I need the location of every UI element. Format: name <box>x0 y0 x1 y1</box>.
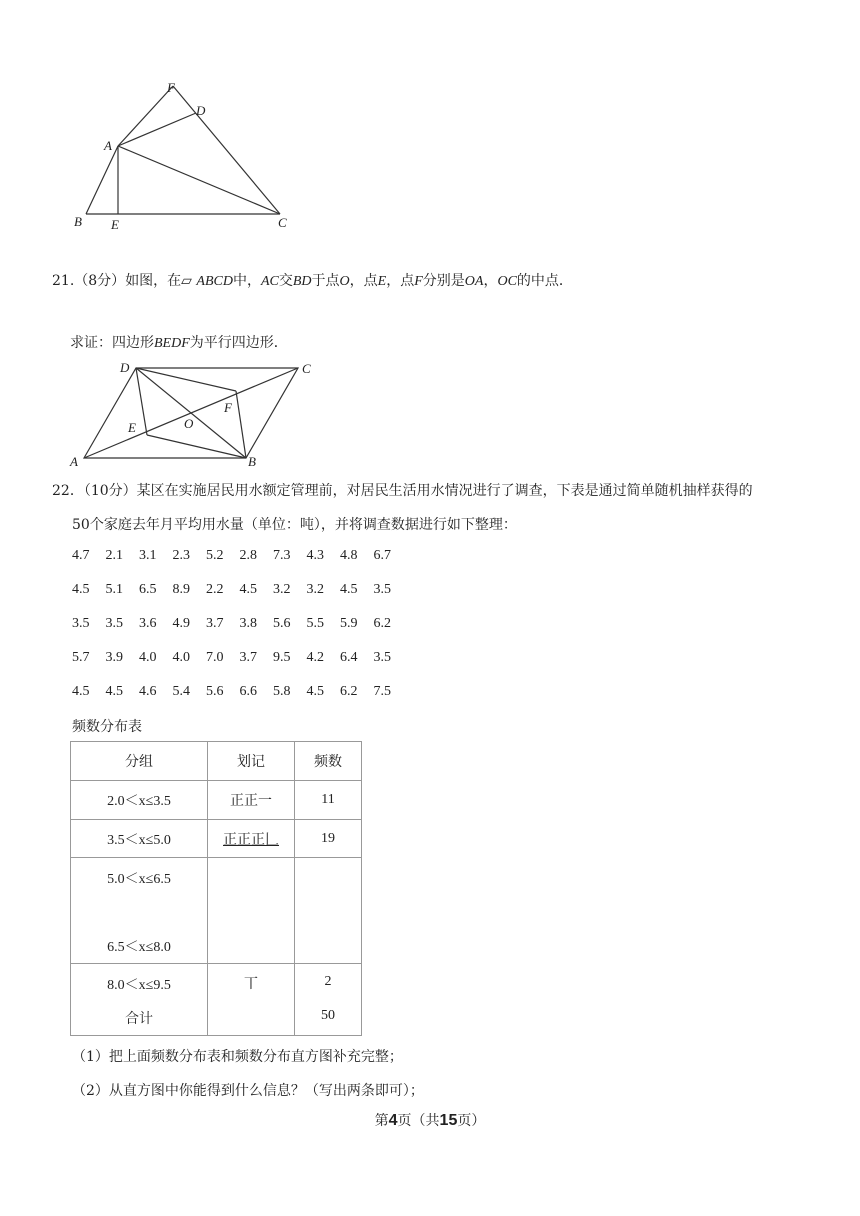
table-row: 8.0＜x≤9.5 合计 丅 2 50 <box>71 964 362 1036</box>
data-row: 3.5 3.5 3.6 4.9 3.7 3.8 5.6 5.5 5.9 6.2 <box>72 616 391 631</box>
total-label: 合计 <box>125 1012 153 1027</box>
group-8-9.5: 8.0＜x≤9.5 <box>107 978 171 993</box>
label-D: D <box>196 103 206 118</box>
data-row: 4.5 4.5 4.6 5.4 5.6 6.6 5.8 4.5 6.2 7.5 <box>72 684 391 699</box>
frequency-table <box>70 741 362 1036</box>
label-C: C <box>302 361 311 376</box>
label-F: F <box>224 400 232 415</box>
q21-prove: 求证：四边形BEDF为平行四边形． <box>70 335 288 351</box>
page-footer: 第4页（共15页） <box>374 1112 486 1129</box>
header-count: 频数 <box>295 742 362 781</box>
label-A: A <box>70 454 78 469</box>
label-B: B <box>248 454 256 469</box>
q22-sub1: （1）把上面频数分布表和频数分布直方图补充完整； <box>72 1049 403 1065</box>
label-E: E <box>128 420 136 435</box>
q22-sub2: （2）从直方图中你能得到什么信息？（写出两条即可）； <box>72 1083 424 1099</box>
data-row: 5.7 3.9 4.0 4.0 7.0 3.7 9.5 4.2 6.4 3.5 <box>72 650 391 665</box>
label-B: B <box>74 214 82 229</box>
table-row: 3.5＜x≤5.0 正正正𠃊 19 <box>71 820 362 858</box>
q22-line2: 50个家庭去年月平均用水量（单位：吨），并将调查数据进行如下整理： <box>72 517 517 533</box>
label-F: F <box>167 80 175 95</box>
q22-data-block <box>72 548 407 718</box>
group-5-6.5: 5.0＜x≤6.5 <box>107 872 171 887</box>
label-A: A <box>104 138 112 153</box>
figure-parallelogram-abcd <box>66 358 326 470</box>
header-tally: 划记 <box>208 742 295 781</box>
label-D: D <box>120 360 130 375</box>
table-title: 频数分布表 <box>72 719 142 735</box>
label-E: E <box>111 217 119 232</box>
label-O: O <box>184 416 194 431</box>
q22-line1: 22．（10分）某区在实施居民用水额定管理前，对居民生活用水情况进行了调查，下表是通过简单随机抽样获得的 <box>52 483 753 499</box>
label-C: C <box>278 215 287 230</box>
header-group: 分组 <box>71 742 208 781</box>
table-row: 2.0＜x≤3.5 正正一 11 <box>71 781 362 820</box>
group-6.5-8: 6.5＜x≤8.0 <box>107 940 171 955</box>
figure-triangle-abc <box>68 78 308 238</box>
q21-statement: 21.（8分）如图，在▱ ABCD中，AC交BD于点O，点E，点F分别是OA，OC的中点． <box>52 273 573 289</box>
data-row: 4.7 2.1 3.1 2.3 5.2 2.8 7.3 4.3 4.8 6.7 <box>72 548 391 563</box>
table-row <box>71 858 362 964</box>
data-row: 4.5 5.1 6.5 8.9 2.2 4.5 3.2 3.2 4.5 3.5 <box>72 582 391 597</box>
